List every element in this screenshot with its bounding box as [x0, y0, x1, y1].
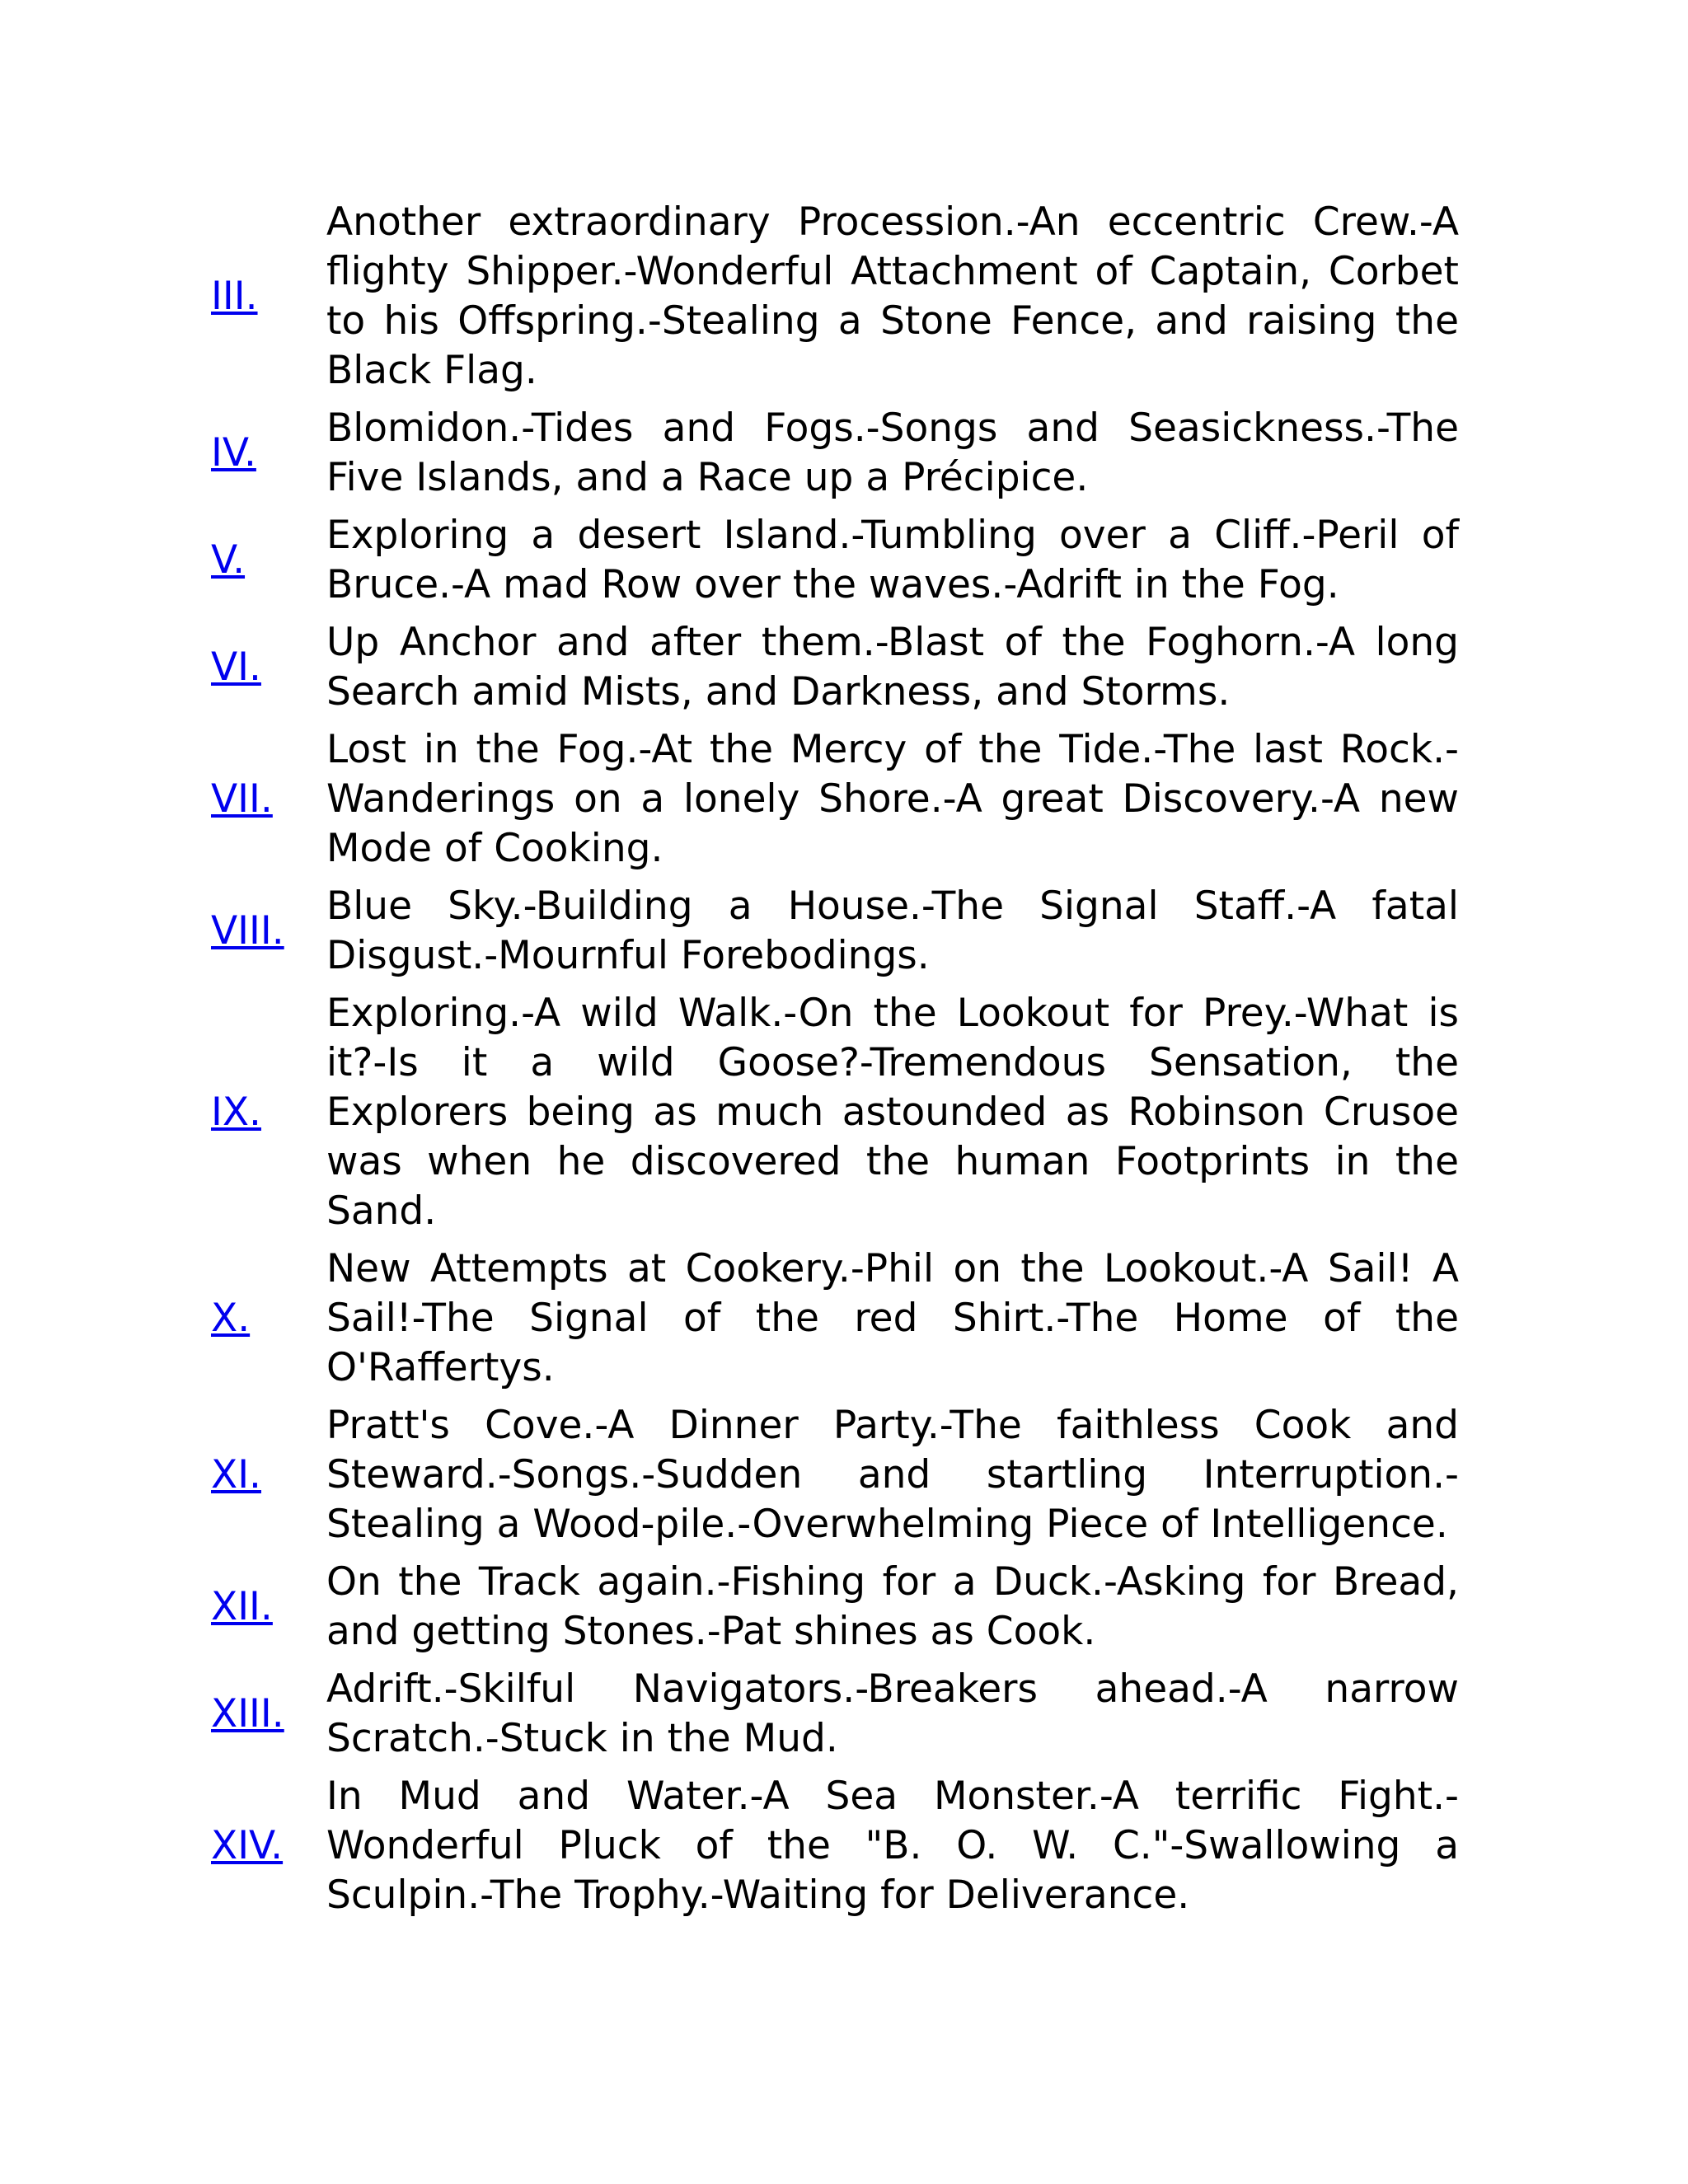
chapter-summary: Another extraordinary Procession.-An eccentric Crew.-A flighty Shipper.-Wonderful Attachment of Captain, Corbet to his Offspring.-Stealing a Stone Fence, and raising the Black Flag.: [326, 199, 1459, 393]
chapter-summary: Blue Sky.-Building a House.-The Signal Staff.-A fatal Disgust.-Mournful Forebodings.: [326, 883, 1459, 978]
chapter-link[interactable]: V.: [211, 537, 246, 583]
toc-row: [211, 725, 1459, 882]
chapter-summary: Pratt's Cove.-A Dinner Party.-The faithless Cook and Steward.-Songs.-Sudden and startling Interruption.-Stealing a Wood-pile.-Overwhelming Piece of Intelligence.: [326, 1403, 1459, 1547]
toc-row: [211, 882, 1459, 989]
chapter-summary: Exploring.-A wild Walk.-On the Lookout for Prey.-What is it?-Is it a wild Goose?-Tremendous Sensation, the Explorers being as much astounded as Robinson Crusoe was when he discovered the human Footprints in the Sand.: [326, 991, 1459, 1234]
chapter-summary: Up Anchor and after them.-Blast of the Foghorn.-A long Search amid Mists, and Darkness, and Storms.: [326, 620, 1459, 715]
toc-row: [211, 618, 1459, 725]
chapter-summary: In Mud and Water.-A Sea Monster.-A terrific Fight.-Wonderful Pluck of the "B. O. W. C."-Swallowing a Sculpin.-The Trophy.-Waiting for Deliverance.: [326, 1774, 1459, 1918]
chapter-summary: Blomidon.-Tides and Fogs.-Songs and Seasickness.-The Five Islands, and a Race up a Précipice.: [326, 405, 1459, 500]
toc-row: [211, 511, 1459, 618]
chapter-link[interactable]: VII.: [211, 776, 273, 822]
chapter-link[interactable]: X.: [211, 1296, 251, 1341]
chapter-summary: On the Track again.-Fishing for a Duck.-Asking for Bread, and getting Stones.-Pat shines as Cook.: [326, 1559, 1459, 1654]
chapter-summary: Exploring a desert Island.-Tumbling over a Cliff.-Peril of Bruce.-A mad Row over the waves.-Adrift in the Fog.: [326, 513, 1459, 607]
chapter-summary: New Attempts at Cookery.-Phil on the Lookout.-A Sail! A Sail!-The Signal of the red Shirt.-The Home of the O'Raffertys.: [326, 1246, 1459, 1390]
chapter-link[interactable]: XIV.: [211, 1823, 284, 1868]
chapter-link[interactable]: XII.: [211, 1584, 273, 1629]
toc-row: [211, 989, 1459, 1244]
toc-row: [211, 1401, 1459, 1558]
chapter-link[interactable]: VI.: [211, 644, 261, 690]
chapter-link[interactable]: XI.: [211, 1452, 261, 1497]
table-of-contents: [211, 198, 1459, 1929]
chapter-link[interactable]: IX.: [211, 1090, 261, 1135]
chapter-link[interactable]: XIII.: [211, 1691, 284, 1736]
chapter-link[interactable]: III.: [211, 274, 258, 319]
toc-row: [211, 1558, 1459, 1665]
toc-row: [211, 404, 1459, 511]
chapter-summary: Adrift.-Skilful Navigators.-Breakers ahead.-A narrow Scratch.-Stuck in the Mud.: [326, 1666, 1459, 1761]
chapter-summary: Lost in the Fog.-At the Mercy of the Tide.-The last Rock.-Wanderings on a lonely Shore.-A great Discovery.-A new Mode of Cooking.: [326, 727, 1459, 871]
toc-row: [211, 1772, 1459, 1929]
chapter-link[interactable]: IV.: [211, 430, 256, 476]
toc-row: [211, 1244, 1459, 1401]
toc-row: [211, 1665, 1459, 1772]
chapter-link[interactable]: VIII.: [211, 908, 284, 954]
toc-row: [211, 198, 1459, 404]
